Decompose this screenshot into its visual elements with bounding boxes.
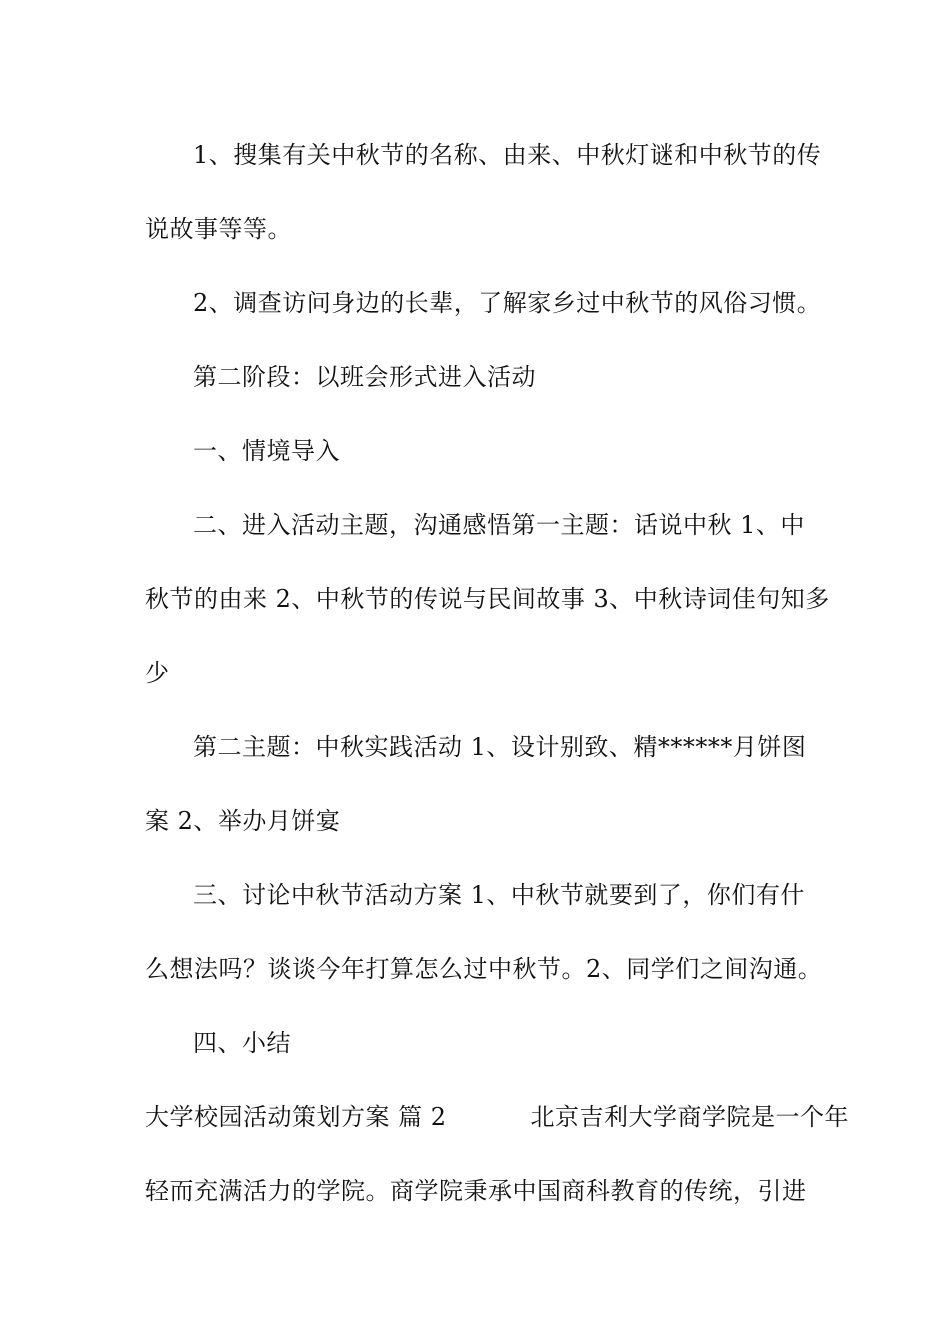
paragraph-line: 说故事等等。	[145, 215, 292, 243]
section-line	[145, 1102, 850, 1132]
heading-line: 第二阶段：以班会形式进入活动	[193, 363, 536, 391]
paragraph-line: 少	[145, 659, 170, 687]
section-title: 大学校园活动策划方案 篇 2	[145, 1103, 447, 1131]
paragraph-line: 二、进入活动主题，沟通感悟第一主题：话说中秋 1、中	[193, 511, 805, 539]
heading-line: 一、情境导入	[193, 437, 340, 465]
section-text-start: 北京吉利大学商学院是一个年	[530, 1103, 850, 1131]
paragraph-line: 2、调查访问身边的长辈，了解家乡过中秋节的风俗习惯。	[193, 289, 822, 317]
paragraph-line: 么想法吗？谈谈今年打算怎么过中秋节。2、同学们之间沟通。	[145, 955, 823, 983]
paragraph-line: 秋节的由来 2、中秋节的传说与民间故事 3、中秋诗词佳句知多	[145, 585, 830, 613]
paragraph-line: 轻而充满活力的学院。商学院秉承中国商科教育的传统，引进	[145, 1177, 807, 1205]
paragraph-line: 1、搜集有关中秋节的名称、由来、中秋灯谜和中秋节的传	[193, 141, 822, 169]
paragraph-line: 三、讨论中秋节活动方案 1、中秋节就要到了，你们有什	[193, 881, 805, 909]
heading-line: 四、小结	[193, 1029, 291, 1057]
paragraph-line: 案 2、举办月饼宴	[145, 807, 341, 835]
paragraph-line: 第二主题：中秋实践活动 1、设计别致、精******月饼图	[193, 733, 807, 761]
